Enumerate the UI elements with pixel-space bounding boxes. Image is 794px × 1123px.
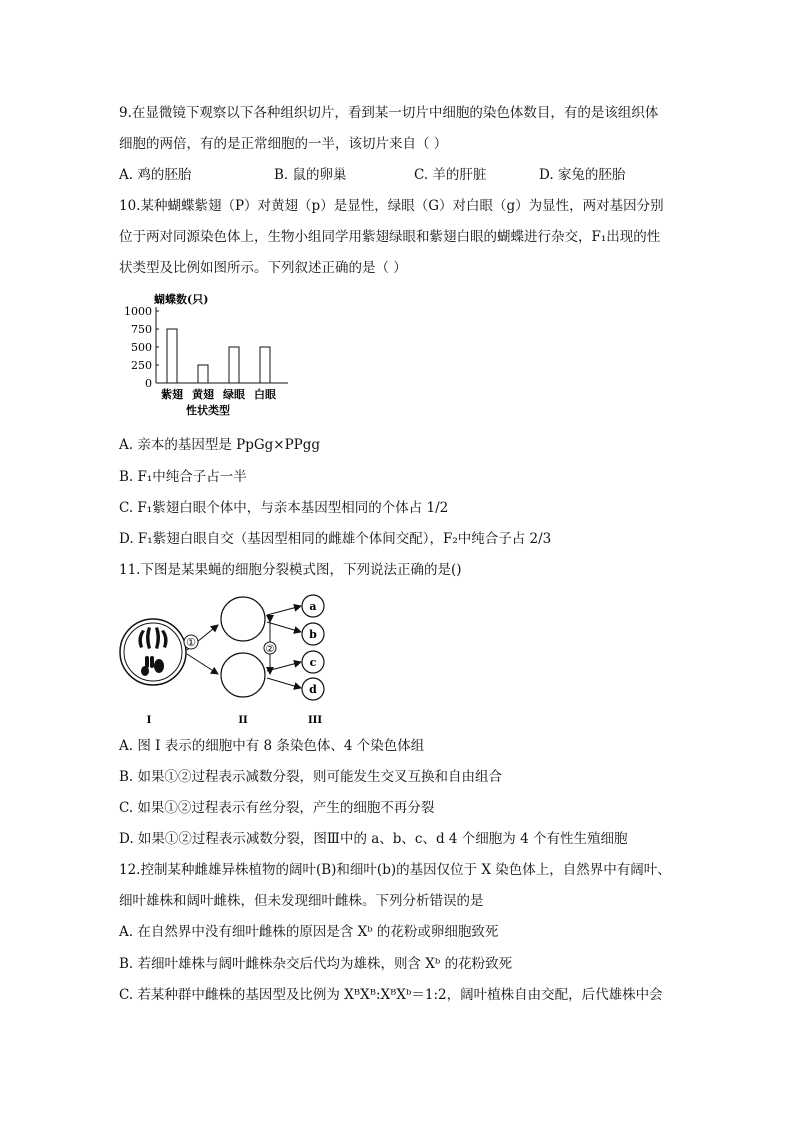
q11-option-a: A. 图 I 表示的细胞中有 8 条染色体、4 个染色体组 [119,738,425,754]
stage-label-iii: III [307,715,323,726]
x-tick-label: 绿眼 [223,388,245,401]
q10-option-d: D. F₁紫翅白眼自交（基因型相同的雌雄个体间交配），F₂中纯合子占 2/3 [119,531,552,547]
q12-line1: 12.控制某种雌雄异株植物的阔叶(B)和细叶(b)的基因仅位于 X 染色体上，自然界中有阔叶、 [119,862,671,878]
chromosomes [138,627,167,676]
cell-d-label: d [309,683,317,696]
q9-line2: 细胞的两倍，有的是正常细胞的一半，该切片来自（ ） [119,136,448,152]
q10-line3: 状类型及比例如图所示。下列叙述正确的是（ ） [119,260,407,276]
q11-line1: 11.下图是某果蝇的细胞分裂模式图，下列说法正确的是() [119,562,462,578]
x-tick-label: 紫翅 [161,388,183,401]
q9-option-b: B. 鼠的卵巢 [274,167,347,183]
q12-line2: 细叶雄株和阔叶雌株，但未发现细叶雌株。下列分析错误的是 [119,893,484,909]
chart-xlabel: 性状类型 [186,404,230,417]
cell-ii-top [221,597,265,641]
q10-option-a: A. 亲本的基因型是 PpGg×PPgg [119,437,321,453]
q11-option-d: D. 如果①②过程表示减数分裂，图Ⅲ中的 a、b、c、d 4 个细胞为 4 个有性生殖细胞 [119,831,628,847]
cell-b-label: b [309,628,317,641]
q10-option-b: B. F₁中纯合子占一半 [119,469,247,485]
y-tick-label: 250 [131,359,152,372]
cell-c-label: c [309,656,317,669]
cell-i [120,619,186,685]
q12-option-c: C. 若某种群中雌株的基因型及比例为 XᴮXᴮ:XᴮXᵇ＝1:2，阔叶植株自由交配，后代雄株中会 [119,987,663,1003]
q9-option-d: D. 家兔的胚胎 [539,167,626,183]
y-tick-label: 750 [131,323,152,336]
q10-line1: 10.某种蝴蝶紫翅（P）对黄翅（p）是显性，绿眼（G）对白眼（g）为显性，两对基因分别 [119,198,664,214]
q9-line1: 9.在显微镜下观察以下各种组织切片，看到某一切片中细胞的染色体数目，有的是该组织体 [119,105,659,121]
bar [229,347,239,383]
step2-label: ② [265,644,275,655]
x-tick-label: 白眼 [254,388,276,401]
chart-ylabel: 蝴蝶数(只) [154,293,209,306]
stage-label-i: I [146,715,152,726]
q10-option-c: C. F₁紫翅白眼个体中，与亲本基因型相同的个体占 1/2 [119,500,449,516]
bar [167,329,177,383]
stage-label-ii: II [238,715,248,726]
bar [198,365,208,383]
step1-label: ① [186,636,196,649]
q12-option-b: B. 若细叶雄株与阔叶雌株杂交后代均为雄株，则含 Xᵇ 的花粉致死 [119,956,513,972]
butterfly-bar-chart [110,290,300,420]
q12-option-a: A. 在自然界中没有细叶雌株的原因是含 Xᵇ 的花粉或卵细胞致死 [119,924,499,940]
chart-bars [167,329,270,383]
q11-option-b: B. 如果①②过程表示减数分裂，则可能发生交叉互换和自由组合 [119,769,503,785]
q11-option-c: C. 如果①②过程表示有丝分裂，产生的细胞不再分裂 [119,800,435,816]
y-tick-label: 0 [145,377,152,390]
q10-line2: 位于两对同源染色体上，生物小组同学用紫翅绿眼和紫翅白眼的蝴蝶进行杂交，F₁出现的性 [119,229,661,245]
q9-option-a: A. 鸡的胚胎 [119,167,192,183]
cell-division-diagram [115,592,355,727]
y-tick-label: 1000 [124,305,152,318]
y-tick-label: 500 [131,341,152,354]
bar [260,347,270,383]
chart-x-ticks [161,387,276,401]
cell-a-label: a [309,600,317,613]
x-tick-label: 黄翅 [192,388,214,401]
q9-option-c: C. 羊的肝脏 [414,167,487,183]
cell-ii-bottom [221,653,265,697]
